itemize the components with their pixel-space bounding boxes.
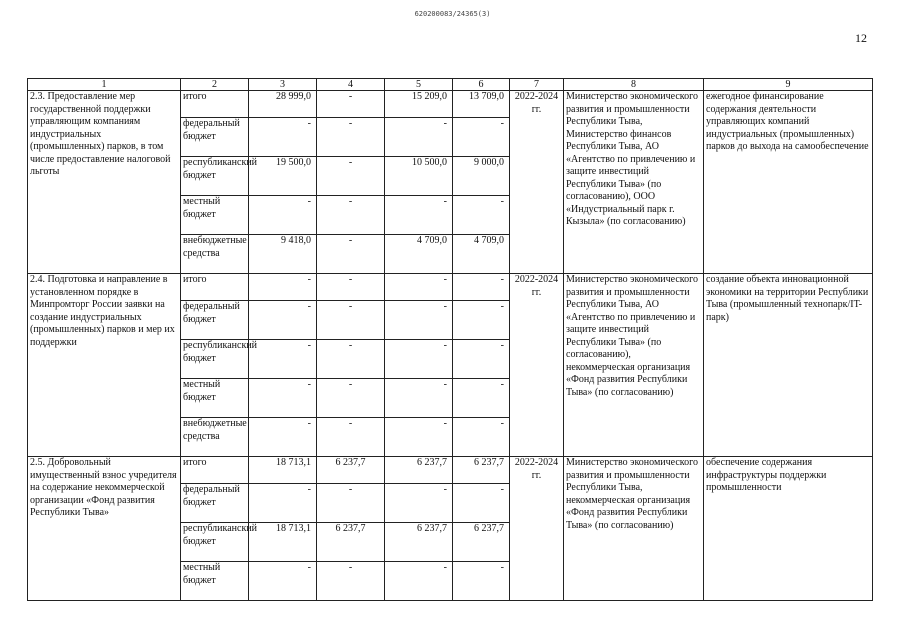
total-amount-cell: 18 713,1: [249, 523, 317, 562]
funding-source-cell: федеральный бюджет: [181, 301, 249, 340]
col-header: 1: [28, 79, 181, 91]
period-cell: 2022-2024 гг.: [510, 274, 564, 457]
year-2023-cell: -: [385, 196, 453, 235]
funding-source-cell: местный бюджет: [181, 379, 249, 418]
table-row: [28, 91, 873, 118]
funding-source-cell: итого: [181, 457, 249, 484]
year-2022-cell: -: [317, 274, 385, 301]
total-amount-cell: -: [249, 301, 317, 340]
col-header: 9: [704, 79, 873, 91]
total-amount-cell: 9 418,0: [249, 235, 317, 274]
document-id: 620200083/24365(3): [414, 10, 491, 18]
total-amount-cell: -: [249, 274, 317, 301]
year-2024-cell: -: [453, 196, 510, 235]
funding-source-cell: внебюджетные средства: [181, 418, 249, 457]
year-2024-cell: -: [453, 484, 510, 523]
total-amount-cell: 28 999,0: [249, 91, 317, 118]
year-2023-cell: -: [385, 562, 453, 601]
total-amount-cell: -: [249, 562, 317, 601]
funding-source-cell: федеральный бюджет: [181, 118, 249, 157]
year-2022-cell: -: [317, 418, 385, 457]
table-row: [28, 457, 873, 484]
year-2023-cell: 4 709,0: [385, 235, 453, 274]
period-cell: 2022-2024 гг.: [510, 457, 564, 601]
year-2023-cell: -: [385, 340, 453, 379]
total-amount-cell: 18 713,1: [249, 457, 317, 484]
table-row: [28, 274, 873, 301]
executors-cell: Министерство экономического развития и промышленности Республики Тыва, Министерство финансов Республики Тыва, АО «Агентство по привлечению и защите инвестиций Республики Тыва» (по согласованию), ООО «Индустриальный парк г. Кызыла» (по согласованию): [564, 91, 704, 274]
page-number: 12: [855, 31, 867, 45]
year-2024-cell: -: [453, 379, 510, 418]
funding-source-cell: местный бюджет: [181, 562, 249, 601]
col-header: 6: [453, 79, 510, 91]
year-2024-cell: -: [453, 562, 510, 601]
program-table: [27, 78, 873, 601]
year-2024-cell: 6 237,7: [453, 523, 510, 562]
year-2023-cell: -: [385, 418, 453, 457]
year-2024-cell: -: [453, 418, 510, 457]
col-header: 3: [249, 79, 317, 91]
col-header: 5: [385, 79, 453, 91]
year-2022-cell: -: [317, 379, 385, 418]
year-2023-cell: -: [385, 484, 453, 523]
result-cell: ежегодное финансирование содержания деятельности управляющих компаний индустриальных (промышленных) парков до выхода на самообеспечение: [704, 91, 873, 274]
year-2023-cell: -: [385, 301, 453, 340]
funding-source-cell: внебюджетные средства: [181, 235, 249, 274]
activity-name-cell: 2.5. Добровольный имущественный взнос учредителя на содержание некоммерческой организации «Фонд развития Республики Тыва»: [28, 457, 181, 601]
year-2024-cell: -: [453, 274, 510, 301]
total-amount-cell: -: [249, 118, 317, 157]
year-2024-cell: -: [453, 301, 510, 340]
year-2024-cell: 13 709,0: [453, 91, 510, 118]
year-2022-cell: -: [317, 484, 385, 523]
result-cell: создание объекта инновационной экономики на территории Республики Тыва (промышленный технопарк/IT-парк): [704, 274, 873, 457]
col-header: 2: [181, 79, 249, 91]
funding-source-cell: республиканский бюджет: [181, 157, 249, 196]
year-2023-cell: -: [385, 274, 453, 301]
year-2022-cell: -: [317, 196, 385, 235]
year-2022-cell: -: [317, 235, 385, 274]
total-amount-cell: -: [249, 484, 317, 523]
year-2023-cell: -: [385, 118, 453, 157]
col-header: 7: [510, 79, 564, 91]
year-2022-cell: -: [317, 157, 385, 196]
year-2022-cell: -: [317, 301, 385, 340]
funding-source-cell: республиканский бюджет: [181, 523, 249, 562]
activity-name-cell: 2.3. Предоставление мер государственной поддержки управляющим компаниям индустриальных (промышленных) парков, в том числе предоставление налоговой льготы: [28, 91, 181, 274]
year-2024-cell: -: [453, 340, 510, 379]
funding-source-cell: республиканский бюджет: [181, 340, 249, 379]
funding-source-cell: федеральный бюджет: [181, 484, 249, 523]
year-2023-cell: 10 500,0: [385, 157, 453, 196]
total-amount-cell: -: [249, 340, 317, 379]
year-2024-cell: 9 000,0: [453, 157, 510, 196]
total-amount-cell: -: [249, 379, 317, 418]
year-2024-cell: -: [453, 118, 510, 157]
total-amount-cell: -: [249, 418, 317, 457]
header-row: [28, 79, 873, 91]
funding-source-cell: местный бюджет: [181, 196, 249, 235]
year-2022-cell: -: [317, 562, 385, 601]
year-2022-cell: -: [317, 340, 385, 379]
year-2023-cell: 6 237,7: [385, 457, 453, 484]
activity-name-cell: 2.4. Подготовка и направление в установленном порядке в Минпромторг России заявки на создание индустриальных (промышленных) парков и мер их поддержки: [28, 274, 181, 457]
year-2022-cell: -: [317, 118, 385, 157]
year-2023-cell: 15 209,0: [385, 91, 453, 118]
year-2022-cell: 6 237,7: [317, 523, 385, 562]
col-header: 4: [317, 79, 385, 91]
executors-cell: Министерство экономического развития и промышленности Республики Тыва, некоммерческая организация «Фонд развития Республики Тыва» (по согласованию): [564, 457, 704, 601]
year-2022-cell: -: [317, 91, 385, 118]
result-cell: обеспечение содержания инфраструктуры поддержки промышленности: [704, 457, 873, 601]
funding-source-cell: итого: [181, 274, 249, 301]
year-2024-cell: 4 709,0: [453, 235, 510, 274]
period-cell: 2022-2024 гг.: [510, 91, 564, 274]
year-2023-cell: 6 237,7: [385, 523, 453, 562]
funding-source-cell: итого: [181, 91, 249, 118]
year-2022-cell: 6 237,7: [317, 457, 385, 484]
year-2024-cell: 6 237,7: [453, 457, 510, 484]
year-2023-cell: -: [385, 379, 453, 418]
executors-cell: Министерство экономического развития и промышленности Республики Тыва, АО «Агентство по привлечению и защите инвестиций Республики Тыва» (по согласованию), некоммерческая организация «Фонд развития Республики Тыва» (по согласованию): [564, 274, 704, 457]
total-amount-cell: 19 500,0: [249, 157, 317, 196]
col-header: 8: [564, 79, 704, 91]
total-amount-cell: -: [249, 196, 317, 235]
